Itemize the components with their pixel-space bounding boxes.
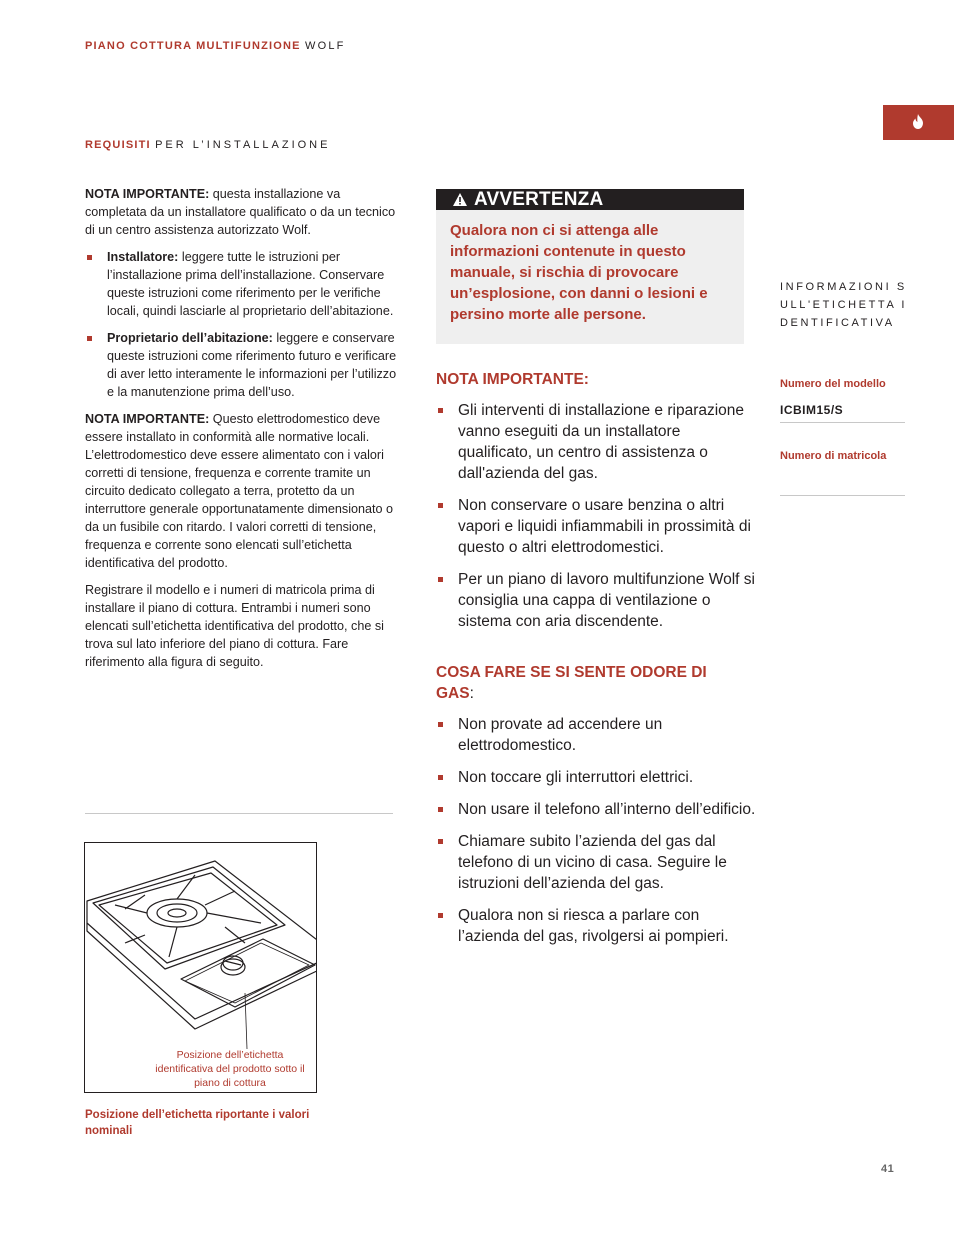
column-divider: [85, 813, 393, 814]
figure-caption: Posizione dell’etichetta riportante i valori nominali: [85, 1109, 310, 1137]
list-item: [85, 329, 405, 401]
section-title: [85, 139, 330, 151]
warning-header: [436, 189, 744, 210]
list-item-text: leggere e conservare queste istruzioni come riferimento futuro e verificare di aver letto interamente le informazioni per l’utilizzo e la manutenzione prima dell’uso.: [107, 331, 397, 399]
gas-heading: [436, 662, 726, 704]
list-item: Gli interventi di installazione e riparazione vanno eseguiti da un installatore qualificato, un centro di assistenza o dall'azienda del gas.: [436, 400, 756, 484]
model-number-rule: [780, 422, 905, 423]
sidebar-title: INFORMAZIONI SULL'ETICHETTA IDENTIFICATIVA: [780, 281, 908, 329]
flame-icon: [912, 114, 924, 129]
serial-number-label: Numero di matricola: [780, 450, 887, 462]
note-label: NOTA IMPORTANTE:: [85, 187, 210, 201]
list-item: Non toccare gli interruttori elettrici.: [436, 767, 756, 788]
note-paragraph-2: [85, 410, 405, 572]
warning-title: AVVERTENZA: [474, 189, 604, 210]
section-title-rest: PER L’INSTALLAZIONE: [155, 139, 331, 151]
section-tab: [883, 105, 954, 140]
gas-heading-colon: :: [469, 685, 474, 702]
note-list: [436, 400, 756, 632]
serial-number-rule: [780, 495, 905, 496]
installer-list: [85, 248, 405, 401]
label-callout: Posizione dell’etichetta identificativa del prodotto sotto il piano di cottura: [155, 1049, 305, 1089]
list-item: [85, 248, 405, 320]
left-column: [85, 185, 405, 680]
note-paragraph-1: [85, 185, 405, 239]
gas-list: [436, 714, 756, 947]
warning-triangle-icon: [453, 193, 467, 206]
header-maker: WOLF: [304, 40, 346, 52]
model-number-label: Numero del modello: [780, 378, 886, 390]
note-label: NOTA IMPORTANTE:: [85, 412, 210, 426]
warning-text: Qualora non ci si attenga alle informazioni contenute in questo manuale, si rischia di provocare un’esplosione, con danni o lesioni e persino morte alle persone.: [450, 222, 708, 323]
model-number-value: ICBIM15/S: [780, 403, 844, 417]
header-brand: PIANO COTTURA MULTIFUNZIONE: [85, 40, 301, 52]
list-item: Non provate ad accendere un elettrodomestico.: [436, 714, 756, 756]
list-item-label: Installatore:: [107, 250, 179, 264]
register-paragraph: Registrare il modello e i numeri di matricola prima di installare il piano di cottura. Entrambi i numeri sono elencati sull’etichetta identificativa del prodotto, che si trova sul lato inferiore del piano di cottura. Fare riferimento alla figura di seguito.: [85, 583, 384, 669]
note-heading: NOTA IMPORTANTE:: [436, 371, 589, 388]
list-item: Chiamare subito l’azienda del gas dal telefono di un vicino di casa. Seguire le istruzioni dell’azienda del gas.: [436, 831, 756, 894]
page-number: 41: [881, 1163, 895, 1175]
list-item-label: Proprietario dell’abitazione:: [107, 331, 273, 345]
running-header: [85, 40, 346, 52]
list-item: Qualora non si riesca a parlare con l’azienda del gas, rivolgersi ai pompieri.: [436, 905, 756, 947]
note-text: questa installazione va completata da un installatore qualificato o da un tecnico di un centro assistenza autorizzato Wolf.: [85, 187, 396, 237]
label-info-sidebar: [780, 278, 910, 332]
list-item: Non conservare o usare benzina o altri vapori e liquidi infiammabili in prossimità di questo o altri elettrodomestici.: [436, 495, 756, 558]
list-item-text: leggere tutte le istruzioni per l’installazione prima dell’installazione. Conservare queste istruzioni come riferimento per le verifiche locali, quindi lasciarle al proprietario dell’abitazione.: [107, 250, 394, 318]
right-column: [436, 369, 756, 958]
section-title-bold: REQUISITI: [85, 139, 151, 151]
list-item: Non usare il telefono all’interno dell’edificio.: [436, 799, 756, 820]
note-text: Questo elettrodomestico deve essere installato in conformità alle normative locali. L’elettrodomestico deve essere alimentato con i valori corretti di tensione, frequenza e corrente tramite un circuito dedicato collegato a terra, protetto da un interruttore generale opportunatamente dimensionato o da un fusibile con ritardo. I valori corretti di tensione, frequenza e corrente sono elencati sull’etichetta identificativa del prodotto.: [85, 412, 394, 570]
warning-box: [436, 210, 744, 344]
gas-heading-text: COSA FARE SE SI SENTE ODORE DI GAS: [436, 664, 707, 702]
list-item: Per un piano di lavoro multifunzione Wolf si consiglia una cappa di ventilazione o sistema con aria discendente.: [436, 569, 756, 632]
